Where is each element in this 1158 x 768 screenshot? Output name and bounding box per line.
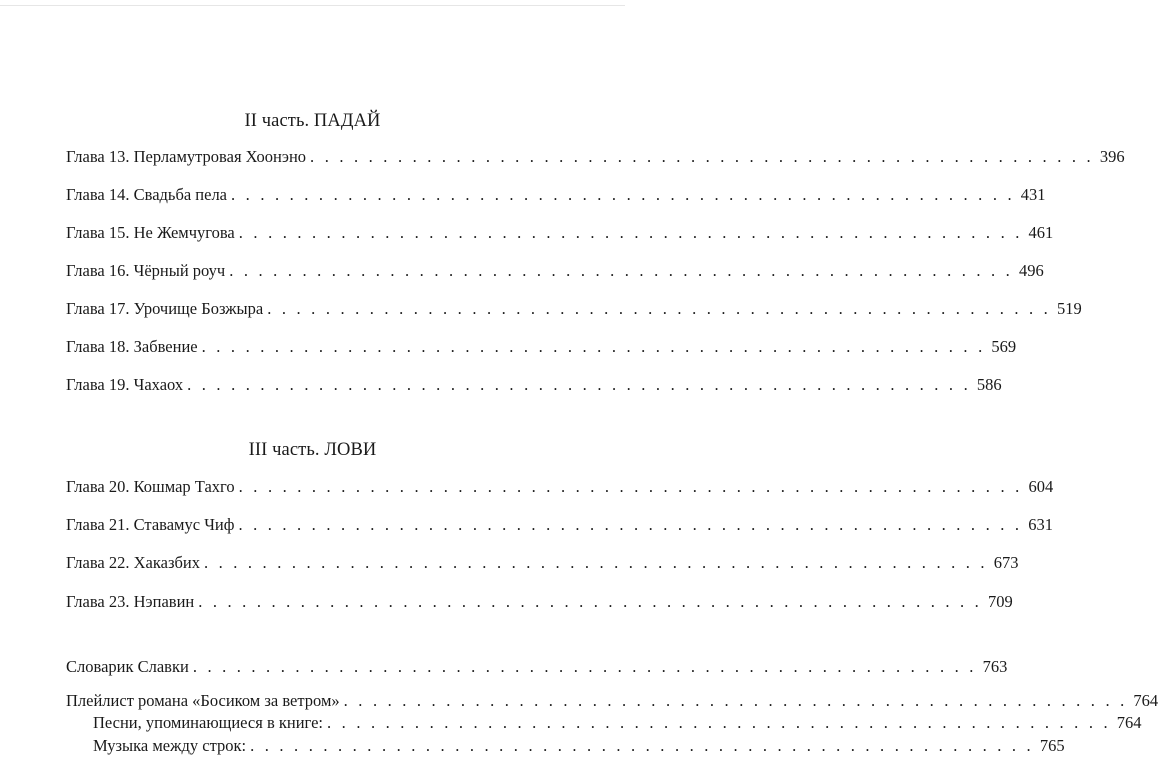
toc-entry-title: Музыка между строк:: [93, 736, 247, 755]
toc-leader-dots: . . . . . . . . . . . . . . . . . . . . . . . . . . . . . . . . . . . . . . . . . . . . . . . . . . . . . .: [192, 657, 977, 676]
toc-entry-chapter-21[interactable]: [66, 515, 1053, 537]
toc-entry-page: 569: [991, 337, 1017, 356]
toc-entry-title: Глава 15. Не Жемчугова: [66, 223, 235, 242]
toc-leader-dots: . . . . . . . . . . . . . . . . . . . . . . . . . . . . . . . . . . . . . . . . . . . . . . . . . . . . . .: [238, 223, 1023, 242]
toc-leader-dots: . . . . . . . . . . . . . . . . . . . . . . . . . . . . . . . . . . . . . . . . . . . . . . . . . . . . . .: [198, 592, 983, 611]
toc-entry-title: Глава 19. Чахаох: [66, 375, 184, 394]
toc-leader-dots: . . . . . . . . . . . . . . . . . . . . . . . . . . . . . . . . . . . . . . . . . . . . . . . . . . . . . .: [229, 261, 1013, 280]
toc-entry-page: 673: [993, 553, 1019, 572]
toc-entry-title: Глава 23. Нэпавин: [66, 592, 195, 611]
toc-entry-page: 396: [1099, 147, 1125, 166]
toc-entry-music-between-lines[interactable]: [93, 736, 1065, 758]
toc-entry-page: 765: [1039, 736, 1065, 755]
toc-leader-dots: . . . . . . . . . . . . . . . . . . . . . . . . . . . . . . . . . . . . . . . . . . . . . . . . . . . . . .: [231, 185, 1015, 204]
toc-entry-page: 519: [1057, 299, 1082, 318]
toc-entry-title: Глава 18. Забвение: [66, 337, 198, 356]
toc-entry-playlist[interactable]: [66, 691, 1158, 713]
toc-leader-dots: . . . . . . . . . . . . . . . . . . . . . . . . . . . . . . . . . . . . . . . . . . . . . . . . . . . . . .: [203, 553, 988, 572]
toc-entry-title: Глава 21. Ставамус Чиф: [66, 515, 235, 534]
toc-entry-title: Песни, упоминающиеся в книге:: [93, 713, 324, 732]
toc-leader-dots: . . . . . . . . . . . . . . . . . . . . . . . . . . . . . . . . . . . . . . . . . . . . . . . . . . . . . .: [310, 147, 1094, 166]
toc-entry-page: 763: [982, 657, 1008, 676]
page-top-rule: [0, 5, 625, 6]
toc-entry-title: Глава 17. Урочище Бозжыра: [66, 299, 264, 318]
toc-leader-dots: . . . . . . . . . . . . . . . . . . . . . . . . . . . . . . . . . . . . . . . . . . . . . . . . . . . . . .: [250, 736, 1034, 755]
toc-leader-dots: . . . . . . . . . . . . . . . . . . . . . . . . . . . . . . . . . . . . . . . . . . . . . . . . . . . . . .: [327, 713, 1111, 732]
part-3-heading: III часть. ЛОВИ: [248, 440, 377, 460]
toc-entry-title: Глава 13. Перламутровая Хоонэно: [66, 147, 307, 166]
toc-entry-songs-in-book[interactable]: [93, 713, 1142, 735]
toc-entry-chapter-16[interactable]: [66, 261, 1044, 283]
toc-entry-chapter-15[interactable]: [66, 223, 1054, 245]
toc-entry-glossary[interactable]: [66, 657, 1008, 679]
toc-entry-chapter-22[interactable]: [66, 553, 1019, 575]
toc-leader-dots: . . . . . . . . . . . . . . . . . . . . . . . . . . . . . . . . . . . . . . . . . . . . . . . . . . . . . .: [201, 337, 986, 356]
toc-entry-title: Глава 14. Свадьба пела: [66, 185, 228, 204]
toc-entry-chapter-20[interactable]: [66, 477, 1054, 499]
toc-entry-page: 496: [1019, 261, 1044, 280]
toc-entry-page: 586: [976, 375, 1002, 394]
toc-entry-page: 631: [1028, 515, 1053, 534]
toc-entry-page: 604: [1028, 477, 1054, 496]
toc-entry-title: Словарик Славки: [66, 657, 189, 676]
toc-entry-chapter-23[interactable]: [66, 592, 1013, 614]
toc-entry-chapter-19[interactable]: [66, 375, 1002, 397]
toc-entry-chapter-18[interactable]: [66, 337, 1017, 359]
toc-entry-page: 764: [1116, 713, 1142, 732]
toc-leader-dots: . . . . . . . . . . . . . . . . . . . . . . . . . . . . . . . . . . . . . . . . . . . . . . . . . . . . . .: [238, 515, 1023, 534]
toc-entry-page: 709: [988, 592, 1013, 611]
toc-leader-dots: . . . . . . . . . . . . . . . . . . . . . . . . . . . . . . . . . . . . . . . . . . . . . . . . . . . . . .: [187, 375, 971, 394]
part-2-heading: II часть. ПАДАЙ: [244, 111, 381, 131]
toc-leader-dots: . . . . . . . . . . . . . . . . . . . . . . . . . . . . . . . . . . . . . . . . . . . . . . . . . . . . . .: [267, 299, 1051, 318]
toc-entry-chapter-17[interactable]: [66, 299, 1082, 321]
toc-leader-dots: . . . . . . . . . . . . . . . . . . . . . . . . . . . . . . . . . . . . . . . . . . . . . . . . . . . . . .: [238, 477, 1023, 496]
toc-entry-title: Глава 16. Чёрный роуч: [66, 261, 226, 280]
toc-entry-chapter-14[interactable]: [66, 185, 1046, 207]
toc-entry-page: 764: [1133, 691, 1158, 710]
toc-leader-dots: . . . . . . . . . . . . . . . . . . . . . . . . . . . . . . . . . . . . . . . . . . . . . . . . . . . . . .: [343, 691, 1128, 710]
toc-entry-title: Глава 20. Кошмар Тахго: [66, 477, 235, 496]
toc-entry-title: Плейлист романа «Босиком за ветром»: [66, 691, 340, 710]
toc-entry-chapter-13[interactable]: [66, 147, 1125, 169]
toc-entry-title: Глава 22. Хаказбих: [66, 553, 200, 572]
toc-entry-page: 431: [1020, 185, 1046, 204]
toc-entry-page: 461: [1028, 223, 1054, 242]
